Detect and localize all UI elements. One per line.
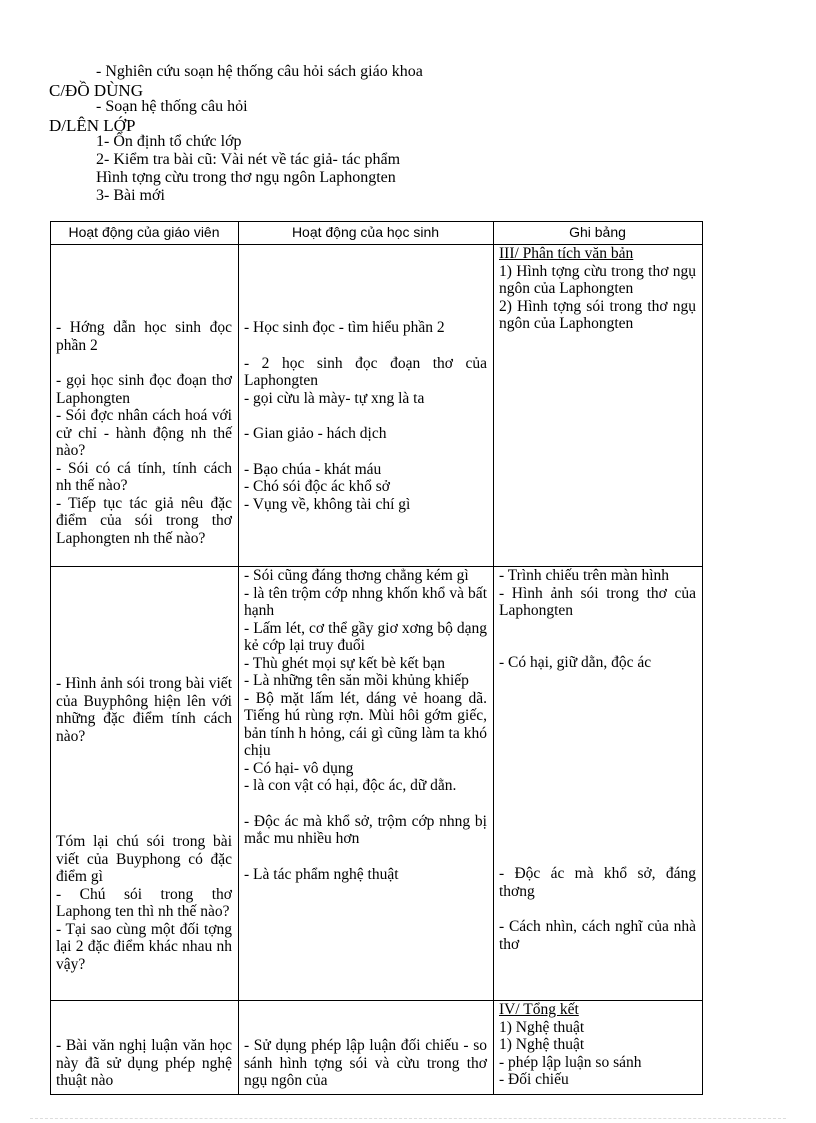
class-step-2-detail: Hình tợng cừu trong thơ ngụ ngôn Laphongten — [96, 169, 396, 186]
table-row — [51, 567, 703, 1001]
column-header-board: Ghi bảng — [494, 222, 703, 245]
teacher-item: - Hớng dẫn học sinh đọc phần 2 — [56, 319, 232, 354]
table-header-row — [51, 222, 703, 245]
student-item: - Vụng về, không tài chí gì — [244, 495, 411, 513]
board-cell — [494, 567, 703, 1001]
teacher-item: - Tiếp tục tác giả nêu đặc điểm của sói trong thơ Laphongten nh thế nào? — [56, 494, 232, 547]
board-item: 1) Nghệ thuật — [499, 1018, 585, 1036]
board-item: - phép lập luận so sánh — [499, 1053, 642, 1071]
board-item: 1) Hình tợng cừu trong thơ ngụ ngôn của Laphongten — [499, 262, 696, 297]
section-heading-materials: C/ĐỒ DÙNG — [49, 81, 143, 100]
board-item: - Cách nhìn, cách nghĩ của nhà thơ — [499, 918, 696, 953]
table-row — [51, 1001, 703, 1095]
board-item: - Độc ác mà khổ sở, đáng thơng — [499, 865, 696, 900]
board-item: - Đối chiếu — [499, 1071, 569, 1088]
teacher-item: - Tại sao cùng một đối tợng lại 2 đặc điểm khác nhau nh vậy? — [56, 920, 232, 973]
student-item: - Sói cũng đáng thơng chẳng kém gì — [244, 567, 469, 584]
student-item: - Bạo chúa - khát máu — [244, 460, 382, 478]
materials-line: - Soạn hệ thống câu hỏi — [96, 98, 248, 115]
student-item: - Gian giảo - hách dịch — [244, 425, 387, 442]
class-step-1: 1- Ổn định tổ chức lớp — [96, 133, 242, 150]
student-item: - gọi cừu là mày- tự xng là ta — [244, 389, 425, 407]
board-item: 2) Hình tợng sói trong thơ ngụ ngôn của Laphongten — [499, 297, 696, 332]
student-item: - Chó sói độc ác khổ sở — [244, 478, 390, 495]
board-cell — [494, 1001, 703, 1095]
teacher-cell — [51, 1001, 239, 1095]
student-item: - Độc ác mà khổ sở, trộm cớp nhng bị mắc mu nhiều hơn — [244, 812, 487, 847]
teacher-item: - gọi học sinh đọc đoạn thơ Laphongten — [56, 372, 232, 407]
class-step-2: 2- Kiểm tra bài cũ: Vài nét về tác giả- tác phẩm — [96, 151, 401, 168]
student-item: - Là tác phẩm nghệ thuật — [244, 865, 399, 883]
teacher-cell — [51, 567, 239, 1001]
student-item: - Có hại- vô dụng — [244, 759, 354, 777]
section-heading-class: D/LÊN LỚP — [49, 116, 136, 135]
student-cell — [239, 1001, 494, 1095]
teacher-cell — [51, 245, 239, 567]
board-heading: III/ Phân tích văn bản — [499, 245, 634, 262]
class-step-3: 3- Bài mới — [96, 187, 165, 204]
student-cell — [239, 245, 494, 567]
column-header-student: Hoạt động của học sinh — [239, 222, 494, 245]
board-cell — [494, 245, 703, 567]
teacher-item: - Hình ảnh sói trong bài viết của Buyphông hiện lên với những đặc điểm tính cách nào? — [56, 675, 232, 745]
prep-line-research: - Nghiên cứu soạn hệ thống câu hỏi sách giáo khoa — [96, 63, 423, 80]
student-item: - Bộ mặt lấm lét, dáng vẻ hoang dã. Tiếng hú rùng rợn. Mùi hôi gớm giếc, bản tính h hỏng, cái gì cũng làm ta khó chịu — [244, 689, 487, 759]
board-item: - Trình chiếu trên màn hình — [499, 567, 670, 584]
board-item: - Hình ảnh sói trong thơ của Laphongten — [499, 584, 696, 619]
student-item: - Sử dụng phép lập luận đối chiếu - so sánh hình tợng sói và cừu trong thơ ngụ ngôn của — [244, 1037, 487, 1089]
student-cell — [239, 567, 494, 1001]
student-item: - Là những tên săn mồi khủng khiếp — [244, 672, 469, 689]
student-item: - Lấm lét, cơ thể gầy giơ xơng bộ dạng kẻ cớp lại truy đuổi — [244, 619, 487, 654]
student-item: - là tên trộm cớp nhng khốn khổ và bất hạnh — [244, 584, 487, 619]
column-header-teacher: Hoạt động của giáo viên — [51, 222, 239, 245]
page-bottom-divider — [30, 1118, 786, 1119]
board-item: - Có hại, giữ dằn, độc ác — [499, 653, 652, 671]
teacher-item: - Bài văn nghị luận văn học này đã sử dụng phép nghệ thuật nào — [56, 1037, 232, 1089]
teacher-item: - Chú sói trong thơ Laphong ten thì nh thế nào? — [56, 885, 232, 920]
teacher-item: - Sói đợc nhân cách hoá với cử chỉ - hành động nh thế nào? — [56, 407, 232, 459]
lesson-table — [50, 221, 703, 1095]
student-item: - là con vật có hại, độc ác, dữ dằn. — [244, 777, 457, 794]
student-item: - Học sinh đọc - tìm hiểu phần 2 — [244, 319, 445, 336]
table-row — [51, 245, 703, 567]
student-item: - Thù ghét mọi sự kết bè kết bạn — [244, 654, 445, 672]
board-heading: IV/ Tổng kết — [499, 1001, 579, 1018]
student-item: - 2 học sinh đọc đoạn thơ của Laphongten — [244, 354, 487, 389]
teacher-item: - Sói có cá tính, tính cách nh thế nào? — [56, 459, 232, 494]
teacher-item: Tóm lại chú sói trong bài viết của Buyphong có đặc điểm gì — [56, 833, 232, 885]
board-item: 1) Nghệ thuật — [499, 1036, 585, 1053]
